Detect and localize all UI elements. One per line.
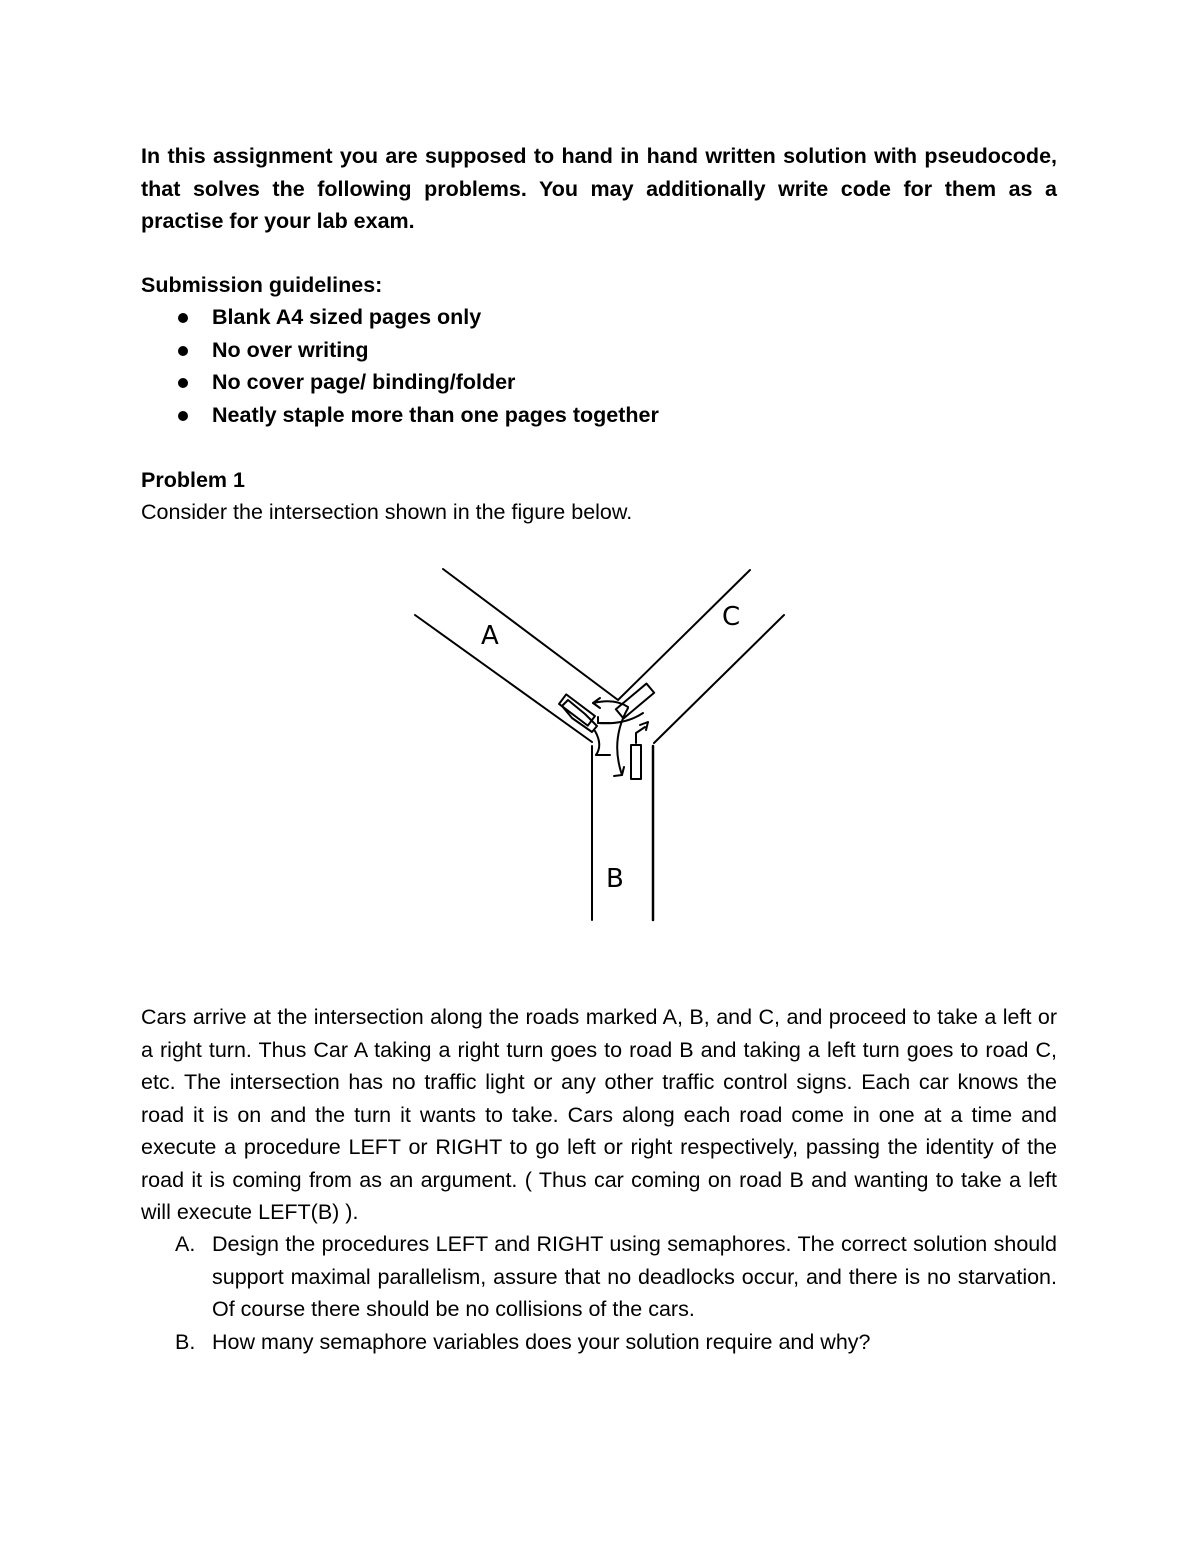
- assignment-intro: In this assignment you are supposed to hand in hand written solution with pseudocode, that solves the following problems. You may additionally write code for them as a practise for your lab exam.: [141, 144, 1057, 233]
- question-item: [141, 1228, 1057, 1326]
- intersection-diagram-icon: [400, 560, 800, 930]
- submission-guidelines-list: [141, 301, 659, 431]
- bullet-icon: [178, 411, 188, 421]
- guideline-item: No cover page/ binding/folder: [141, 366, 659, 399]
- problem-1-intro: Consider the intersection shown in the figure below.: [141, 500, 633, 524]
- question-item: [141, 1326, 1057, 1359]
- question-text: How many semaphore variables does your solution require and why?: [212, 1329, 871, 1354]
- guideline-item: No over writing: [141, 334, 659, 367]
- problem-1-heading: Problem 1: [141, 468, 245, 492]
- bullet-icon: [178, 313, 188, 323]
- problem-1-description: Cars arrive at the intersection along the roads marked A, B, and C, and proceed to take a left or a right turn. Thus Car A taking a right turn goes to road B and taking a left turn goes to road C, etc. The intersection has no traffic light or any other traffic control signs. Each car knows the road it is on and the turn it wants to take. Cars along each road come in one at a time and execute a procedure LEFT or RIGHT to go left or right respectively, passing the identity of the road it is coming from as an argument. ( Thus car coming on road B and wanting to take a left will execute LEFT(B) ).: [141, 1005, 1057, 1224]
- problem-1-questions: [141, 1228, 1057, 1358]
- road-label-c: C: [722, 602, 741, 632]
- question-text: Design the procedures LEFT and RIGHT using semaphores. The correct solution should support maximal parallelism, assure that no deadlocks occur, and there is no starvation. Of course there should be no collisions of the cars.: [212, 1232, 1057, 1321]
- question-marker: B.: [175, 1329, 196, 1354]
- road-label-a: A: [481, 621, 499, 651]
- road-label-b: B: [606, 864, 624, 894]
- question-marker: A.: [175, 1232, 196, 1256]
- guideline-item: Neatly staple more than one pages together: [141, 399, 659, 432]
- guideline-item: Blank A4 sized pages only: [141, 301, 659, 334]
- bullet-icon: [178, 378, 188, 388]
- submission-guidelines-heading: Submission guidelines:: [141, 273, 383, 297]
- bullet-icon: [178, 346, 188, 356]
- intersection-figure: [400, 560, 800, 930]
